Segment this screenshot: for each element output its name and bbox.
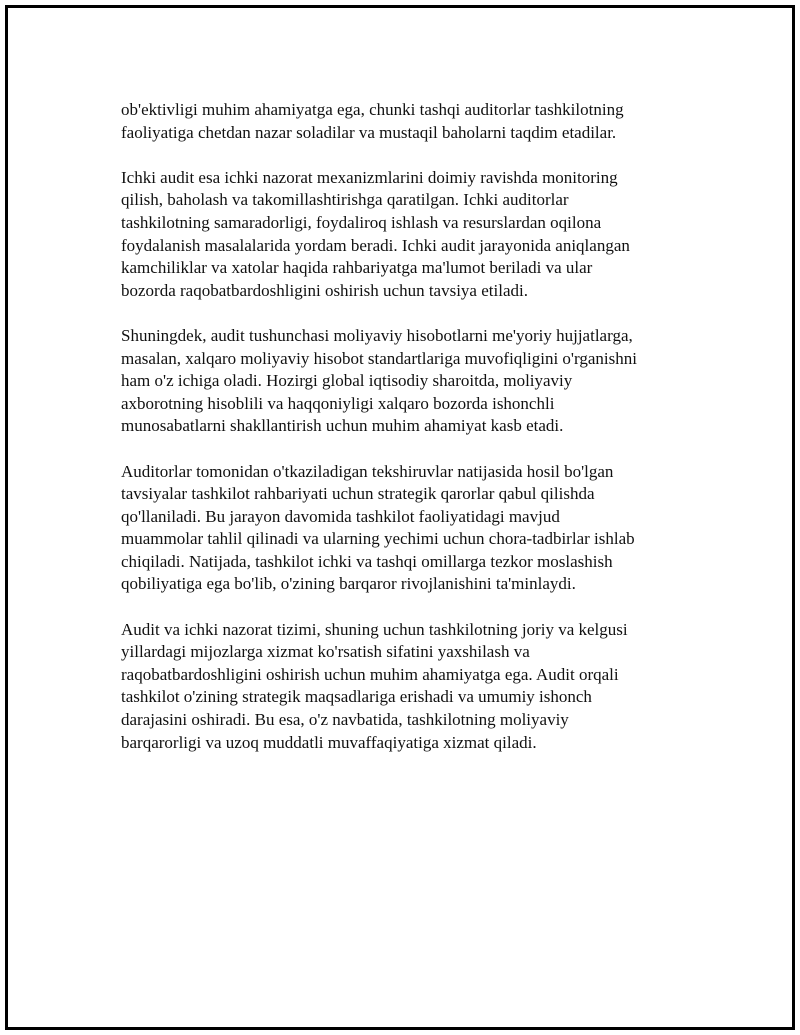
text-line: darajasini oshiradi. Bu esa, o'z navbatida, tashkilotning moliyaviy <box>121 710 569 730</box>
text-line: ham o'z ichiga oladi. Hozirgi global iqtisodiy sharoitda, moliyaviy <box>121 371 573 391</box>
text-line: Audit va ichki nazorat tizimi, shuning uchun tashkilotning joriy va kelgusi <box>121 619 628 639</box>
paragraph-4 <box>121 461 711 597</box>
text-line: axborotning hisoblili va haqqoniyligi xalqaro bozorda ishonchli <box>121 393 555 413</box>
text-line: raqobatbardoshligini oshirish uchun muhim ahamiyatga ega. Audit orqali <box>121 664 619 684</box>
text-line: tavsiyalar tashkilot rahbariyati uchun strategik qarorlar qabul qilishda <box>121 484 595 504</box>
text-line: qobiliyatiga ega bo'lib, o'zining barqaror rivojlanishini ta'minlaydi. <box>121 574 576 594</box>
document-body <box>121 99 711 777</box>
text-line: Ichki audit esa ichki nazorat mexanizmlarini doimiy ravishda monitoring <box>121 167 618 187</box>
text-line: chiqiladi. Natijada, tashkilot ichki va tashqi omillarga tezkor moslashish <box>121 551 613 571</box>
paragraph-3 <box>121 325 711 438</box>
paragraph-2 <box>121 167 711 303</box>
text-line: faoliyatiga chetdan nazar soladilar va mustaqil baholarni taqdim etadilar. <box>121 122 617 142</box>
text-line: masalan, xalqaro moliyaviy hisobot standartlariga muvofiqligini o'rganishni <box>121 348 637 368</box>
text-line: yillardagi mijozlarga xizmat ko'rsatish sifatini yaxshilash va <box>121 642 530 662</box>
paragraph-1 <box>121 99 711 144</box>
text-line: tashkilotning samaradorligi, foydaliroq ishlash va resurslardan oqilona <box>121 212 602 232</box>
text-line: Auditorlar tomonidan o'tkaziladigan tekshiruvlar natijasida hosil bo'lgan <box>121 461 614 481</box>
text-line: munosabatlarni shakllantirish uchun muhim ahamiyat kasb etadi. <box>121 416 564 436</box>
page-frame <box>5 5 795 1030</box>
text-line: ob'ektivligi muhim ahamiyatga ega, chunki tashqi auditorlar tashkilotning <box>121 100 624 119</box>
text-line: barqarorligi va uzoq muddatli muvaffaqiyatiga xizmat qiladi. <box>121 732 537 752</box>
text-line: kamchiliklar va xatolar haqida rahbariyatga ma'lumot beriladi va ular <box>121 258 593 278</box>
text-line: qo'llaniladi. Bu jarayon davomida tashkilot faoliyatidagi mavjud <box>121 506 560 526</box>
text-line: qilish, baholash va takomillashtirishga qaratilgan. Ichki auditorlar <box>121 190 569 210</box>
text-line: tashkilot o'zining strategik maqsadlariga erishadi va umumiy ishonch <box>121 687 592 707</box>
paragraph-5 <box>121 619 711 755</box>
text-line: bozorda raqobatbardoshligini oshirish uchun tavsiya etiladi. <box>121 280 528 300</box>
text-line: muammolar tahlil qilinadi va ularning yechimi uchun chora-tadbirlar ishlab <box>121 529 635 549</box>
text-line: Shuningdek, audit tushunchasi moliyaviy hisobotlarni me'yoriy hujjatlarga, <box>121 325 633 345</box>
text-line: foydalanish masalalarida yordam beradi. Ichki audit jarayonida aniqlangan <box>121 235 630 255</box>
